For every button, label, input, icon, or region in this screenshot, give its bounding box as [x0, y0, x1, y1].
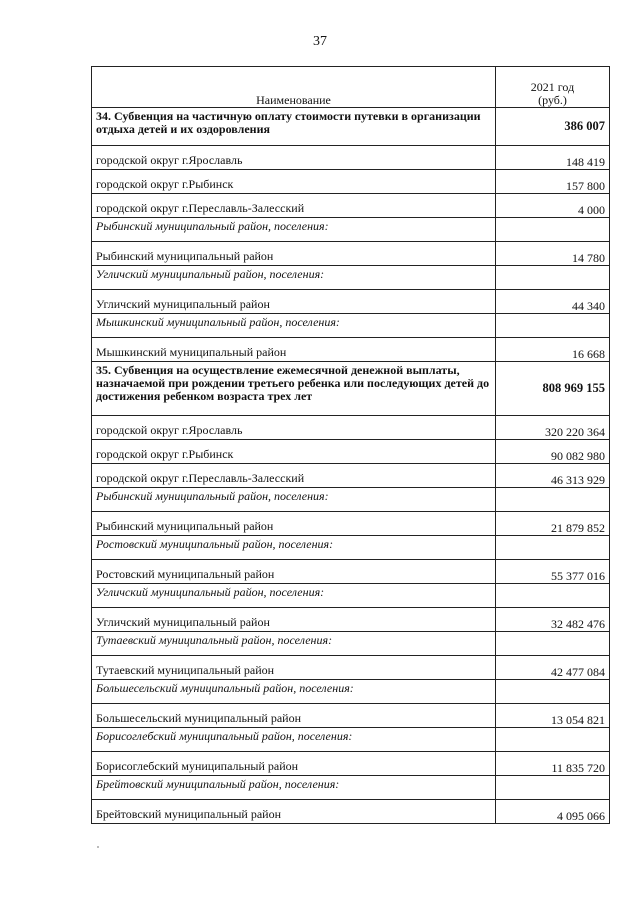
subheading-row — [92, 776, 610, 800]
amount-cell — [496, 536, 610, 560]
table-row — [92, 290, 610, 314]
value-column-year: 2021 год — [530, 80, 575, 94]
section-row — [92, 108, 610, 146]
scan-speck — [97, 846, 99, 848]
amount-cell: 14 780 — [496, 242, 610, 266]
amount-cell — [496, 632, 610, 656]
amount-cell — [496, 584, 610, 608]
municipality-name: Ростовский муниципальный район — [92, 560, 496, 584]
subheading-row — [92, 218, 610, 242]
table-row — [92, 656, 610, 680]
amount-cell: 42 477 084 — [496, 656, 610, 680]
district-subheading: Угличский муниципальный район, поселения: — [92, 584, 496, 608]
amount-cell — [496, 728, 610, 752]
table-header-row — [92, 67, 610, 108]
value-column-unit: (руб.) — [538, 93, 567, 107]
amount-cell — [496, 314, 610, 338]
section-total: 808 969 155 — [496, 362, 610, 416]
amount-cell: 55 377 016 — [496, 560, 610, 584]
table-row — [92, 194, 610, 218]
municipality-name: Угличский муниципальный район — [92, 608, 496, 632]
municipality-name: Брейтовский муниципальный район — [92, 800, 496, 824]
table-row — [92, 242, 610, 266]
subheading-row — [92, 632, 610, 656]
municipality-name: Тутаевский муниципальный район — [92, 656, 496, 680]
district-subheading: Брейтовский муниципальный район, поселения: — [92, 776, 496, 800]
page-number: 37 — [313, 34, 327, 49]
table-row — [92, 512, 610, 536]
municipality-name: городской округ г.Рыбинск — [92, 440, 496, 464]
municipality-name: Мышкинский муниципальный район — [92, 338, 496, 362]
amount-cell: 320 220 364 — [496, 416, 610, 440]
district-subheading: Рыбинский муниципальный район, поселения: — [92, 488, 496, 512]
municipality-name: городской округ г.Переславль-Залесский — [92, 194, 496, 218]
section-title: 35. Субвенция на осуществление ежемесячной денежной выплаты, назначаемой при рождении третьего ребенка или последующих детей до достижения ребенком возраста трех лет — [92, 362, 496, 416]
amount-cell: 16 668 — [496, 338, 610, 362]
district-subheading: Угличский муниципальный район, поселения: — [92, 266, 496, 290]
amount-cell: 90 082 980 — [496, 440, 610, 464]
municipality-name: Угличский муниципальный район — [92, 290, 496, 314]
table-body — [92, 108, 610, 824]
subheading-row — [92, 314, 610, 338]
table-row — [92, 752, 610, 776]
amount-cell — [496, 218, 610, 242]
subheading-row — [92, 680, 610, 704]
amount-cell: 148 419 — [496, 146, 610, 170]
table-row — [92, 704, 610, 728]
municipality-name: городской округ г.Рыбинск — [92, 170, 496, 194]
municipality-name: Рыбинский муниципальный район — [92, 242, 496, 266]
subheading-row — [92, 536, 610, 560]
amount-cell: 13 054 821 — [496, 704, 610, 728]
table-row — [92, 170, 610, 194]
table-row — [92, 608, 610, 632]
subheading-row — [92, 728, 610, 752]
section-title: 34. Субвенция на частичную оплату стоимости путевки в организации отдыха детей и их оздоровления — [92, 108, 496, 146]
name-column-header: Наименование — [92, 67, 496, 108]
amount-cell — [496, 488, 610, 512]
municipality-name: городской округ г.Переславль-Залесский — [92, 464, 496, 488]
municipality-name: городской округ г.Ярославль — [92, 416, 496, 440]
district-subheading: Мышкинский муниципальный район, поселения: — [92, 314, 496, 338]
district-subheading: Борисоглебский муниципальный район, поселения: — [92, 728, 496, 752]
amount-cell: 21 879 852 — [496, 512, 610, 536]
district-subheading: Тутаевский муниципальный район, поселения: — [92, 632, 496, 656]
section-total: 386 007 — [496, 108, 610, 146]
amount-cell: 46 313 929 — [496, 464, 610, 488]
table-row — [92, 338, 610, 362]
district-subheading: Рыбинский муниципальный район, поселения: — [92, 218, 496, 242]
table-row — [92, 800, 610, 824]
subvention-table — [91, 66, 610, 824]
table-row — [92, 560, 610, 584]
value-column-header — [496, 67, 610, 108]
subheading-row — [92, 266, 610, 290]
amount-cell — [496, 266, 610, 290]
amount-cell — [496, 776, 610, 800]
table-row — [92, 146, 610, 170]
section-row — [92, 362, 610, 416]
amount-cell: 11 835 720 — [496, 752, 610, 776]
amount-cell: 32 482 476 — [496, 608, 610, 632]
amount-cell: 4 095 066 — [496, 800, 610, 824]
municipality-name: городской округ г.Ярославль — [92, 146, 496, 170]
municipality-name: Рыбинский муниципальный район — [92, 512, 496, 536]
subheading-row — [92, 488, 610, 512]
subheading-row — [92, 584, 610, 608]
municipality-name: Борисоглебский муниципальный район — [92, 752, 496, 776]
municipality-name: Большесельский муниципальный район — [92, 704, 496, 728]
amount-cell: 44 340 — [496, 290, 610, 314]
amount-cell: 4 000 — [496, 194, 610, 218]
amount-cell: 157 800 — [496, 170, 610, 194]
amount-cell — [496, 680, 610, 704]
table-row — [92, 464, 610, 488]
district-subheading: Большесельский муниципальный район, поселения: — [92, 680, 496, 704]
table-row — [92, 416, 610, 440]
table-row — [92, 440, 610, 464]
district-subheading: Ростовский муниципальный район, поселения: — [92, 536, 496, 560]
